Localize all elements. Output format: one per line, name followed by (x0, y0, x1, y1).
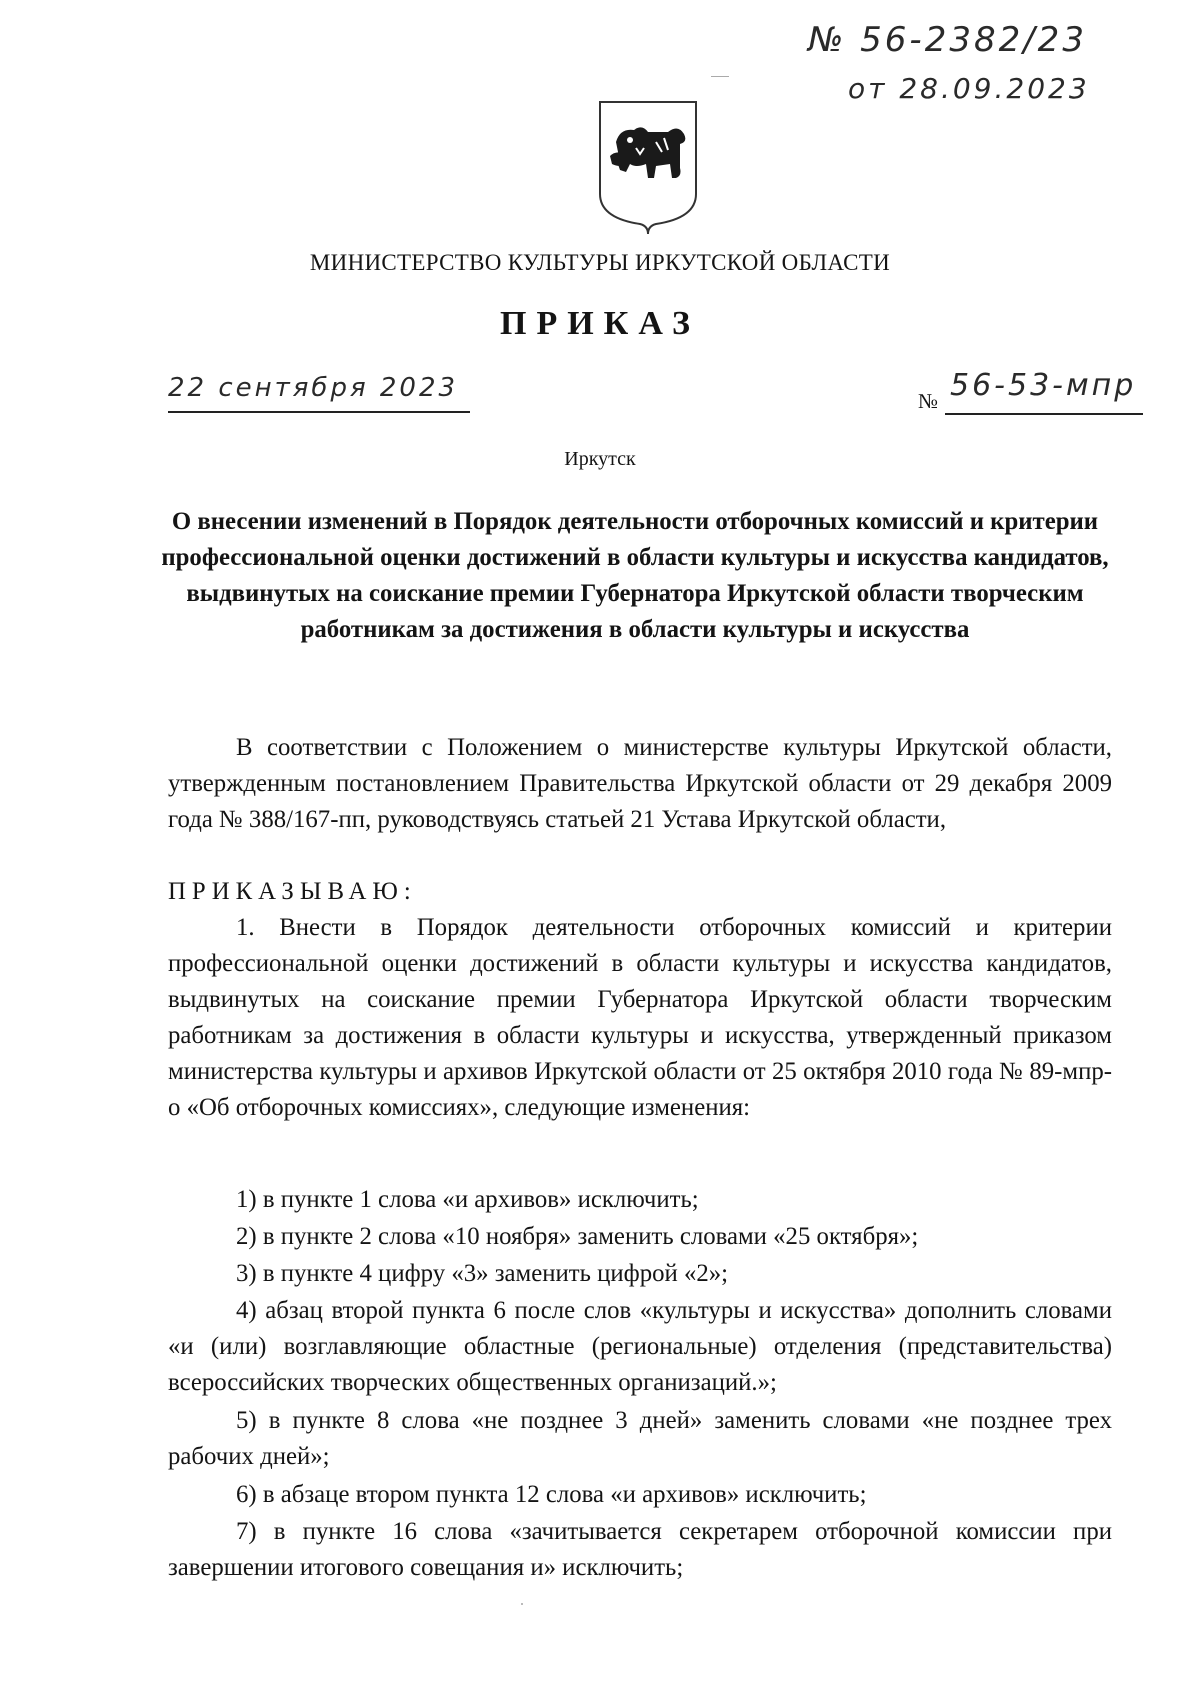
order-word: ПРИКАЗЫВАЮ: (168, 878, 417, 905)
document-type: ПРИКАЗ (500, 305, 700, 342)
registration-date: от 28.09.2023 (848, 72, 1090, 105)
item-1-paragraph: 1. Внести в Порядок деятельности отборочных комиссий и критерии профессиональной оценки достижений в области культуры и искусства кандидатов, выдвинутых на соискание премии Губернатора Иркутской области творческим работникам за достижения в области культуры и искусства, утвержденный приказом министерства культуры и архивов Иркутской области от 25 октября 2010 года № 89-мпр-о «Об отборочных комиссиях», следующие изменения: (168, 914, 1112, 1121)
order-number-label: № (918, 389, 939, 413)
sign-date-underline (168, 411, 470, 413)
intro-paragraph: В соответствии с Положением о министерстве культуры Иркутской области, утвержденным постановлением Правительства Иркутской области от 29 декабря 2009 года № 388/167-пп, руководствуясь статьей 21 Устава Иркутской области, (168, 734, 1112, 833)
subitem-7: 7) в пункте 16 слова «зачитывается секретарем отборочной комиссии при завершении итогового совещания и» исключить; (168, 1518, 1112, 1581)
city: Иркутск (564, 448, 636, 470)
ministry-name: МИНИСТЕРСТВО КУЛЬТУРЫ ИРКУТСКОЙ ОБЛАСТИ (309, 250, 891, 275)
order-number: 56-53-мпр (950, 368, 1137, 403)
scan-artifact (521, 1603, 523, 1605)
subitem-1: 1) в пункте 1 слова «и архивов» исключить; (236, 1186, 699, 1213)
subitem-5: 5) в пункте 8 слова «не позднее 3 дней» заменить словами «не позднее трех рабочих дней»; (168, 1407, 1112, 1470)
scan-artifact (711, 76, 729, 77)
document-title: О внесении изменений в Порядок деятельности отборочных комиссий и критерии профессиональной оценки достижений в области культуры и искусства кандидатов, выдвинутых на соискание премии Губернатора Иркутской области творческим работникам за достижения в области культуры и искусства (161, 508, 1109, 643)
order-number-underline (945, 413, 1143, 415)
subitem-6: 6) в абзаце втором пункта 12 слова «и архивов» исключить; (236, 1481, 867, 1508)
subitem-2: 2) в пункте 2 слова «10 ноября» заменить словами «25 октября»; (236, 1223, 919, 1250)
irkutsk-coat-of-arms-icon (596, 98, 700, 238)
registration-number: № 56-2382/23 (808, 20, 1087, 60)
sign-date: 22 сентября 2023 (168, 373, 459, 403)
subitem-3: 3) в пункте 4 цифру «3» заменить цифрой «2»; (236, 1260, 729, 1287)
subitem-4: 4) абзац второй пункта 6 после слов «культуры и искусства» дополнить словами «и (или) возглавляющие областные (региональные) отделения (представительства) всероссийских творческих общественных организаций.»; (168, 1297, 1112, 1396)
